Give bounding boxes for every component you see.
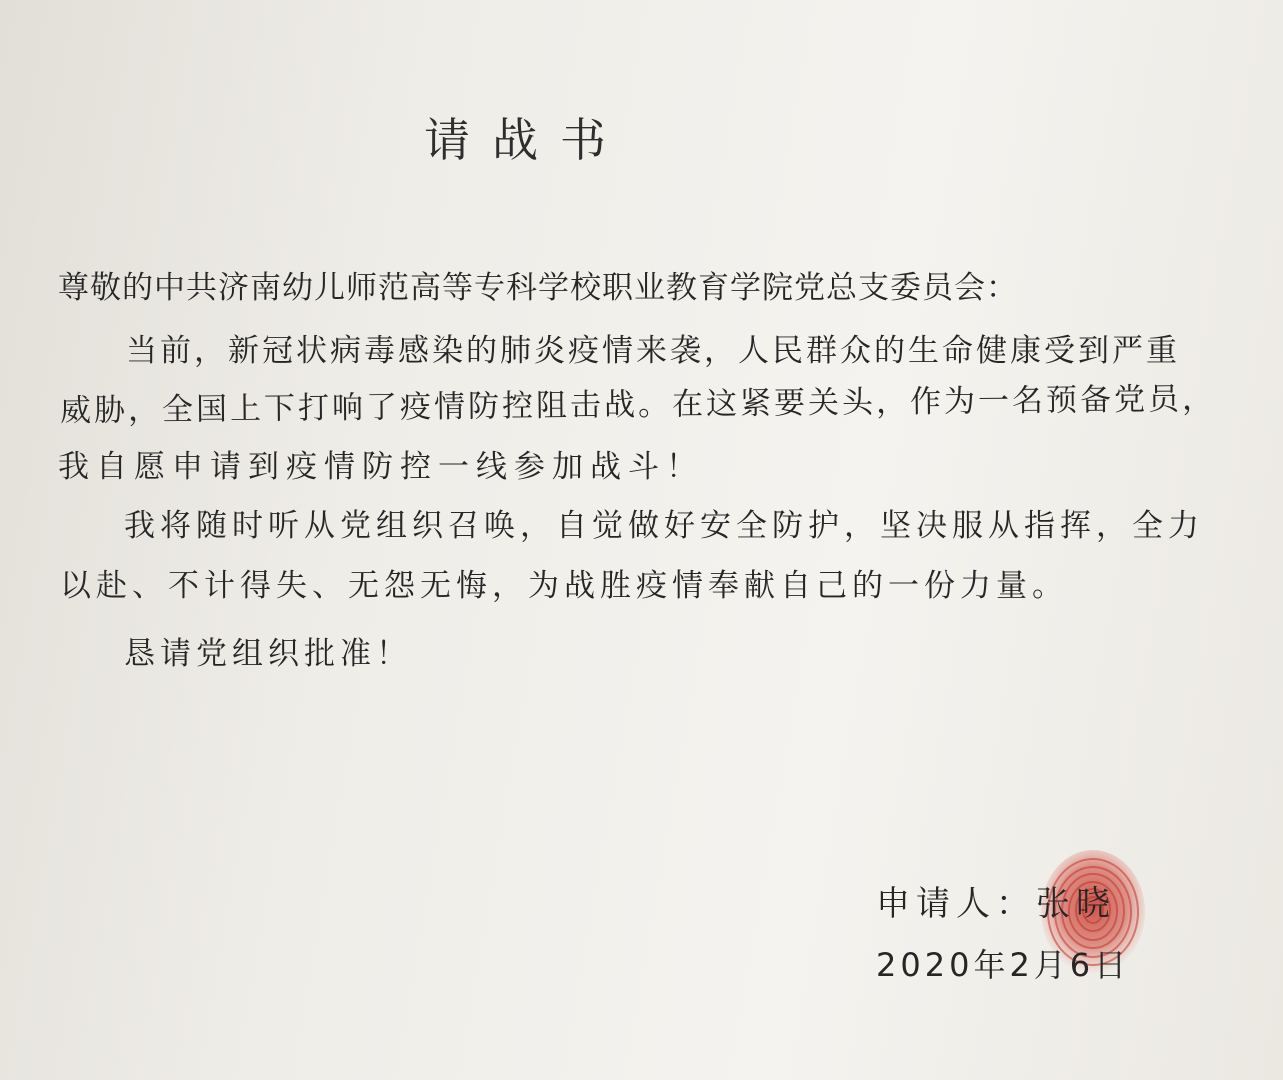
signature-date: 2020年2月6日 [876,946,1131,984]
letter-salutation: 尊敬的中共济南幼儿师范高等专科学校职业教育学院党总支委员会： [58,270,1018,306]
paragraph-2-line-1: 我将随时听从党组织召唤，自觉做好安全防护，坚决服从指挥，全力 [124,508,1204,544]
paragraph-1-line-2: 威胁，全国上下打响了疫情防控阻击战。在这紧要关头，作为一名预备党员， [59,380,1217,429]
applicant-signature: 申请人：张晓 [876,884,1116,924]
paragraph-1-line-1: 当前，新冠状病毒感染的肺炎疫情来袭，人民群众的生命健康受到严重 [126,333,1180,369]
letter-title: 请战书 [424,113,628,167]
paragraph-2-line-2: 以赴、不计得失、无怨无悔，为战胜疫情奉献自己的一份力量。 [60,568,1068,604]
paragraph-1-line-3: 我自愿申请到疫情防控一线参加战斗！ [58,449,704,485]
paragraph-3: 恳请党组织批准！ [124,636,412,672]
